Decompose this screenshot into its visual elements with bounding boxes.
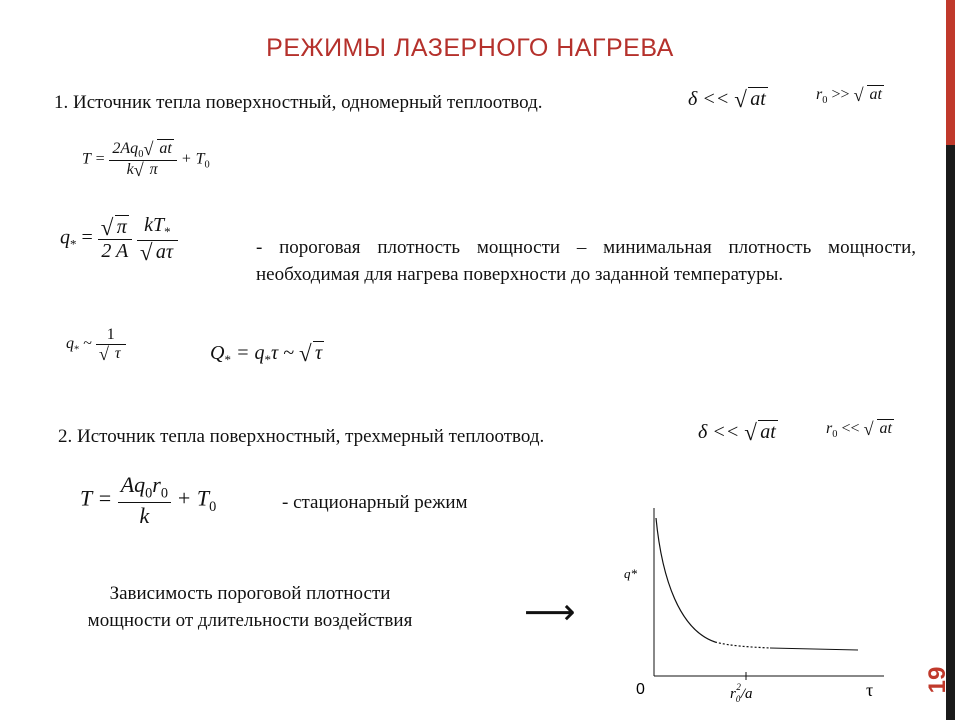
rhs-sub: 0	[209, 499, 217, 516]
radicand: at	[750, 88, 766, 110]
curve-flat	[770, 648, 858, 650]
lhs-sub: *	[70, 236, 77, 252]
radicand: π	[149, 161, 158, 179]
formula-T-1d	[82, 140, 210, 179]
formula-T-3d	[80, 472, 216, 529]
denominator: k	[139, 503, 150, 529]
tick-tail: /a	[740, 686, 753, 702]
page-number: 19	[924, 666, 951, 694]
denominator	[137, 241, 178, 264]
eq: =	[76, 226, 98, 249]
section2-condition-r0	[826, 420, 894, 440]
radicand: at	[760, 421, 776, 443]
r0-sub: 0	[832, 429, 838, 441]
denominator: 2 A	[101, 239, 129, 262]
sim: ~	[79, 335, 96, 353]
accent-bar	[946, 0, 955, 145]
radicand: π	[116, 215, 127, 238]
sqrt-pi	[134, 161, 160, 179]
numerator	[98, 216, 132, 239]
sqrt-tau	[99, 345, 123, 363]
delta-text: δ <<	[698, 421, 745, 443]
section1-condition-delta	[688, 88, 768, 111]
lhs: T =	[82, 150, 110, 168]
prop-q-tau	[66, 326, 126, 363]
sqrt-icon: √	[734, 87, 747, 112]
section1-condition-r0	[816, 86, 884, 106]
threshold-description: - пороговая плотность мощности – минимальная плотность мощности, необходимая для нагрева поверхности до заданной температуры.	[256, 237, 916, 285]
sqrt-icon: √	[100, 214, 114, 240]
sqrt-pi	[101, 216, 129, 239]
Q-sub: *	[224, 352, 231, 367]
prop-Q-tau	[210, 342, 324, 368]
fraction	[96, 326, 126, 363]
tick-sub: 0	[735, 694, 741, 704]
x-tick-label	[730, 682, 753, 704]
r0-symbol: r	[826, 420, 833, 437]
radicand: aτ	[155, 241, 173, 263]
radicand: at	[879, 420, 892, 437]
delta-text: δ <<	[688, 88, 735, 110]
r0-symbol: r	[816, 86, 823, 103]
rhs: + T	[180, 150, 205, 168]
y-axis-label: q*	[624, 566, 637, 581]
section1-heading: 1. Источник тепла поверхностный, одномерный теплоотвод.	[54, 92, 543, 113]
curve-dotted	[715, 642, 770, 648]
lhs: T =	[80, 485, 118, 511]
sqrt-icon: √	[143, 138, 154, 159]
sqrt-at	[143, 140, 173, 158]
sqrt-icon: √	[853, 84, 864, 105]
sqrt-at	[863, 420, 893, 438]
sqrt-icon: √	[863, 418, 874, 439]
graph-caption	[30, 580, 470, 634]
numerator	[118, 472, 171, 502]
fraction-2	[137, 214, 178, 264]
eq-sub: *	[264, 352, 271, 367]
sqrt-icon: √	[133, 159, 144, 180]
curve-solid	[656, 518, 715, 642]
sqrt-at	[734, 88, 768, 111]
r0-sub: 0	[822, 95, 828, 107]
sqrt-tau	[299, 342, 324, 365]
rhs-sub: 0	[204, 159, 210, 171]
sqrt-icon: √	[298, 341, 312, 366]
q-symbol: q	[66, 335, 74, 353]
numerator	[109, 140, 176, 160]
radicand: at	[159, 140, 172, 157]
tau-sim: τ ~	[270, 342, 299, 364]
num-r: r	[152, 472, 161, 497]
num-sub: 0	[145, 485, 153, 502]
sqrt-at	[853, 86, 883, 104]
denominator	[96, 345, 126, 363]
denominator	[124, 161, 163, 179]
fraction-1	[98, 216, 132, 263]
r0-op: <<	[837, 420, 864, 437]
right-arrow-icon: ⟶	[524, 592, 576, 633]
side-bar	[946, 145, 955, 720]
fraction	[118, 472, 171, 529]
sqrt-icon: √	[139, 240, 153, 265]
r0-op: >>	[827, 86, 854, 103]
num-text: kT	[144, 214, 165, 236]
radicand: τ	[314, 342, 323, 364]
threshold-graph	[600, 500, 900, 710]
eq: = q	[230, 342, 265, 364]
radicand: τ	[114, 345, 121, 362]
tick-r: r	[730, 686, 736, 702]
num-r-sub: 0	[160, 485, 169, 502]
origin-label: 0	[636, 681, 645, 698]
lhs: q	[60, 226, 70, 249]
sqrt-icon: √	[98, 343, 109, 364]
rhs: + T	[176, 485, 210, 511]
fraction	[109, 140, 176, 179]
Q-symbol: Q	[210, 342, 225, 364]
num-text: 2Aq	[112, 140, 139, 157]
section2-condition-delta	[698, 421, 778, 444]
sqrt-icon: √	[744, 420, 757, 445]
radicand: at	[869, 86, 882, 103]
section2-heading: 2. Источник тепла поверхностный, трехмерный теплоотвод.	[58, 426, 545, 447]
numerator	[141, 214, 174, 240]
caption-line-1: Зависимость пороговой плотности	[109, 583, 391, 604]
numerator: 1	[106, 326, 115, 343]
tick-sup: 2	[736, 682, 741, 692]
num-sub: *	[164, 224, 171, 239]
sqrt-atau	[140, 241, 175, 264]
sqrt-at	[744, 421, 778, 444]
den-text: k	[126, 161, 134, 179]
num-text: Aq	[120, 472, 146, 497]
num-sub: 0	[138, 149, 144, 161]
x-axis-label: τ	[866, 680, 874, 700]
q-sub: *	[74, 344, 80, 356]
caption-line-2: мощности от длительности воздействия	[87, 610, 413, 631]
formula-q-threshold	[60, 214, 178, 264]
stationary-label: - стационарный режим	[282, 492, 468, 513]
page-title: РЕЖИМЫ ЛАЗЕРНОГО НАГРЕВА	[266, 34, 674, 62]
